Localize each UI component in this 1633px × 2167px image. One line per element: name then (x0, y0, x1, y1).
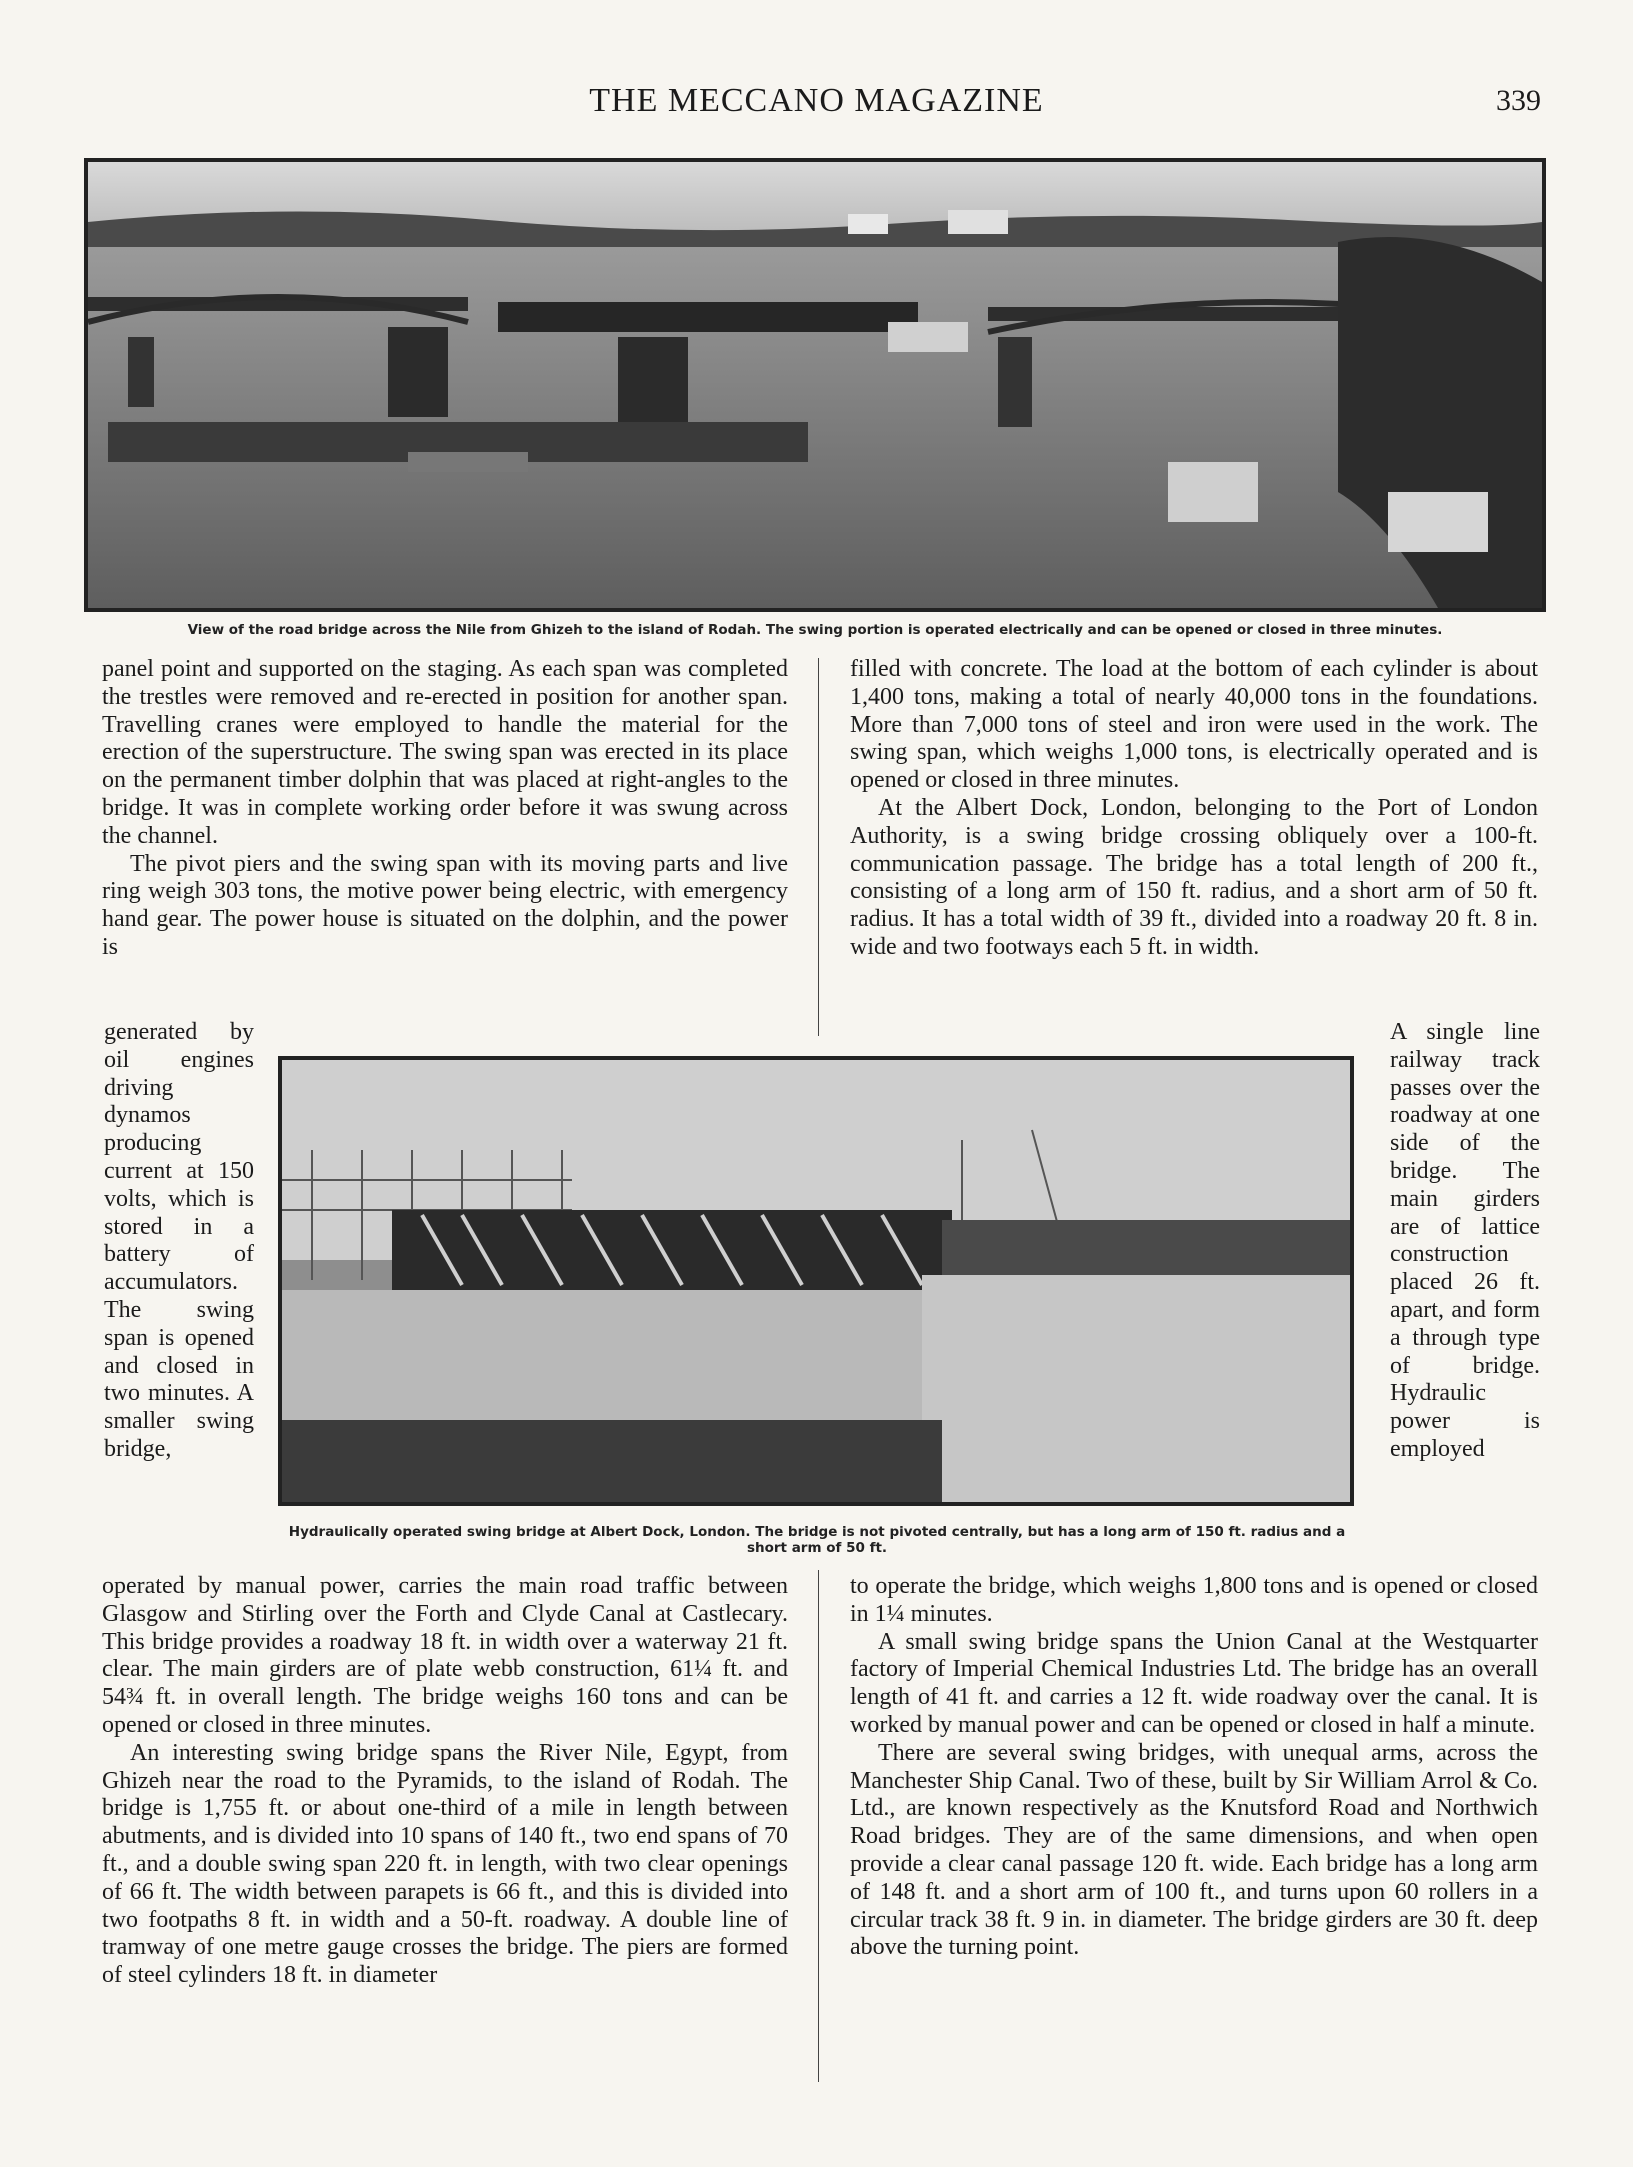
magazine-title: THE MECCANO MAGAZINE (589, 82, 1044, 119)
column-rule-bottom (818, 1570, 819, 2082)
paragraph: An interesting swing bridge spans the River Nile, Egypt, from Ghizeh near the road to the Pyramids, to the island of Rodah. The bridge is 1,755 ft. or about one-third of a mile in length between abutments, and is divided into 10 spans of 140 ft., two end spans of 70 ft., and a double swing span 220 ft. in length, with two clear openings of 66 ft. The width between parapets is 66 ft., and this is divided into two footpaths 8 ft. in width and a 50-ft. roadway. A double line of tramway of one metre gauge crosses the bridge. The piers are formed of steel cylinders 18 ft. in diameter (102, 1739, 788, 1989)
paragraph: generated by oil engines driving dynamos producing current at 150 volts, which is stored in a battery of accumulators. The swing span is opened and closed in two minutes. A smaller swing bridge, (104, 1019, 254, 1462)
page-number: 339 (1496, 84, 1541, 117)
mid-photo-caption: Hydraulically operated swing bridge at Albert Dock, London. The bridge is not pivoted centrally, but has a long arm of 150 ft. radius and a short arm of 50 ft. (288, 1524, 1346, 1556)
albert-dock-photo (278, 1056, 1354, 1506)
paragraph: to operate the bridge, which weighs 1,800 tons and is opened or closed in 1¼ minutes. (850, 1573, 1538, 1627)
paragraph: operated by manual power, carries the main road traffic between Glasgow and Stirling over the Forth and Clyde Canal at Castlecary. This bridge provides a roadway 18 ft. in width over a waterway 21 ft. clear. The main girders are of plate webb construction, 61¼ ft. and 54¾ ft. in overall length. The bridge weighs 160 tons and can be opened or closed in three minutes. (102, 1573, 788, 1738)
paragraph: There are several swing bridges, with unequal arms, across the Manchester Ship Canal. Two of these, built by Sir William Arrol & Co. Ltd., are known respectively as the Knutsford Road and Northwich Road bridges. They are of the same dimensions, and when open provide a clear canal passage 120 ft. wide. Each bridge has a long arm of 148 ft. and a short arm of 100 ft., and turns upon 60 rollers in a circular track 38 ft. 9 in. in diameter. The bridge girders are 30 ft. deep above the turning point. (850, 1739, 1538, 1961)
paragraph: A single line railway track passes over the roadway at one side of the bridge. The main girders are of lattice construction placed 26 ft. apart, and form a through type of bridge. Hydraulic power is employed (1390, 1019, 1540, 1462)
nile-bridge-photo (84, 158, 1546, 612)
right-narrow-column (1390, 1019, 1540, 1464)
paragraph: filled with concrete. The load at the bottom of each cylinder is about 1,400 tons, making a total of nearly 40,000 tons in the foundations. More than 7,000 tons of steel and iron were used in the work. The swing span, which weighs 1,000 tons, is electrically operated and is opened or closed in three minutes. (850, 656, 1538, 794)
paragraph: At the Albert Dock, London, belonging to the Port of London Authority, is a swing bridge crossing obliquely over a 100-ft. communication passage. The bridge has a total length of 200 ft., consisting of a long arm of 150 ft. radius, and a short arm of 50 ft. radius. It has a total width of 39 ft., divided into a roadway 20 ft. 8 in. wide and two footways each 5 ft. in width. (850, 794, 1538, 960)
right-column-top (850, 656, 1538, 962)
paragraph: panel point and supported on the staging. As each span was completed the trestles were removed and re-erected in position for another span. Travelling cranes were employed to handle the material for the erection of the superstructure. The swing span was erected in its place on the permanent timber dolphin that was placed at right-angles to the bridge. It was in complete working order before it was swung across the channel. (102, 656, 788, 849)
left-narrow-column (104, 1019, 254, 1464)
paragraph: The pivot piers and the swing span with its moving parts and live ring weigh 303 tons, the motive power being electric, with emergency hand gear. The power house is situated on the dolphin, and the power is (102, 850, 788, 960)
left-column-top (102, 656, 788, 962)
right-column-bottom (850, 1573, 1538, 1962)
left-column-bottom (102, 1573, 788, 1990)
top-photo-caption: View of the road bridge across the Nile from Ghizeh to the island of Rodah. The swing portion is operated electrically and can be opened or closed in three minutes. (187, 622, 1443, 638)
paragraph: A small swing bridge spans the Union Canal at the Westquarter factory of Imperial Chemical Industries Ltd. The bridge has an overall length of 41 ft. and carries a 12 ft. wide roadway over the canal. It is worked by manual power and can be opened or closed in half a minute. (850, 1628, 1538, 1738)
column-rule-top (818, 658, 819, 1036)
